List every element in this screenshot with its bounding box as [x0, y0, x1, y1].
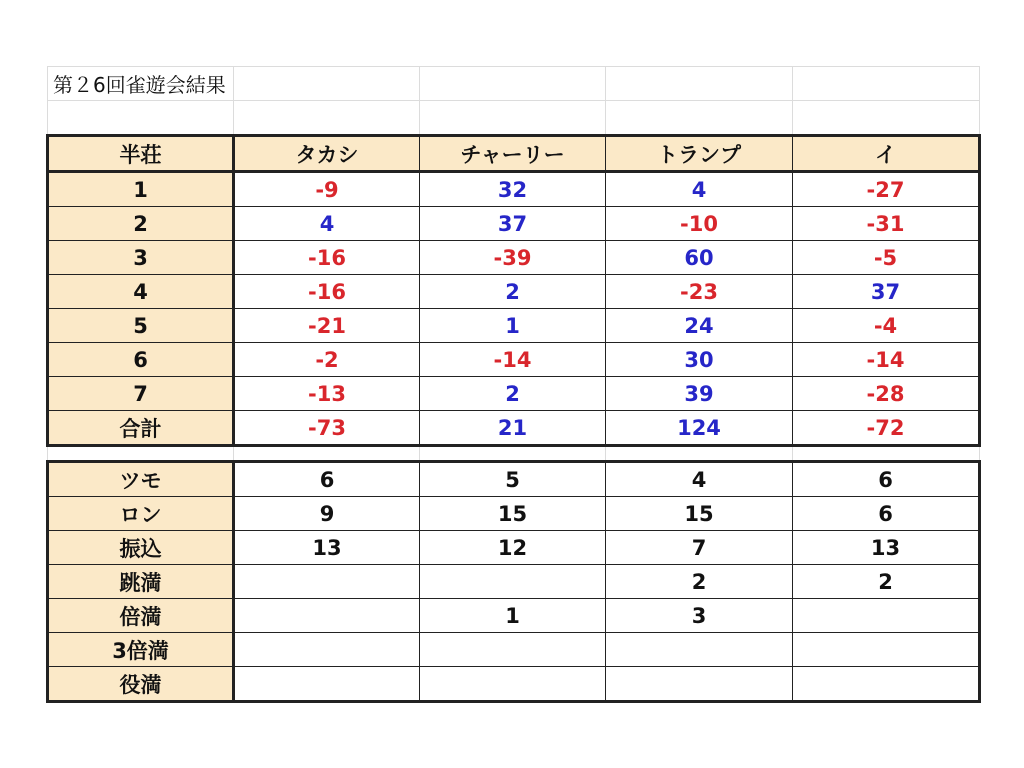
stat-value-cell[interactable]	[420, 565, 606, 599]
stat-value-cell[interactable]	[234, 599, 420, 633]
empty-cell[interactable]	[793, 101, 980, 136]
player-name-i[interactable]: イ	[793, 136, 980, 172]
header-row	[48, 136, 980, 172]
stat-value-cell[interactable]	[420, 633, 606, 667]
stat-value-cell[interactable]: 2	[793, 565, 980, 599]
total-score-cell[interactable]: -73	[234, 411, 420, 446]
empty-cell[interactable]	[606, 67, 793, 101]
blank-row	[48, 101, 980, 136]
sheet-title[interactable]: 第２6回雀遊会結果	[48, 67, 234, 101]
score-cell[interactable]: 2	[420, 377, 606, 411]
stat-row	[48, 633, 980, 667]
stat-value-cell[interactable]: 15	[606, 497, 793, 531]
score-cell[interactable]: -2	[234, 343, 420, 377]
stat-label[interactable]: 跳満	[48, 565, 234, 599]
score-cell[interactable]: 32	[420, 172, 606, 207]
stat-row	[48, 531, 980, 565]
empty-cell[interactable]	[48, 101, 234, 136]
score-cell[interactable]: 30	[606, 343, 793, 377]
score-cell[interactable]: 1	[420, 309, 606, 343]
score-cell[interactable]: -14	[793, 343, 980, 377]
stat-label[interactable]: 3倍満	[48, 633, 234, 667]
title-row	[48, 67, 980, 101]
round-label[interactable]: 1	[48, 172, 234, 207]
stat-value-cell[interactable]	[420, 667, 606, 702]
stat-value-cell[interactable]	[234, 633, 420, 667]
stat-value-cell[interactable]: 7	[606, 531, 793, 565]
total-row	[48, 411, 980, 446]
stat-label[interactable]: ロン	[48, 497, 234, 531]
score-cell[interactable]: -21	[234, 309, 420, 343]
stat-value-cell[interactable]	[606, 667, 793, 702]
stat-label[interactable]: 振込	[48, 531, 234, 565]
empty-cell[interactable]	[48, 446, 234, 462]
stat-value-cell[interactable]: 5	[420, 462, 606, 497]
score-cell[interactable]: -39	[420, 241, 606, 275]
rounds-section	[48, 172, 980, 462]
empty-cell[interactable]	[234, 101, 420, 136]
stats-section	[48, 462, 980, 702]
round-label[interactable]: 5	[48, 309, 234, 343]
player-name-trump[interactable]: トランプ	[606, 136, 793, 172]
round-row	[48, 275, 980, 309]
header-label-hanchan[interactable]: 半荘	[48, 136, 234, 172]
spacer-row	[48, 446, 980, 462]
stat-value-cell[interactable]	[793, 633, 980, 667]
stat-label[interactable]: 倍満	[48, 599, 234, 633]
score-cell[interactable]: 2	[420, 275, 606, 309]
score-cell[interactable]: 37	[793, 275, 980, 309]
stat-value-cell[interactable]: 6	[793, 497, 980, 531]
stat-value-cell[interactable]	[793, 667, 980, 702]
stat-value-cell[interactable]: 2	[606, 565, 793, 599]
score-cell[interactable]: -28	[793, 377, 980, 411]
empty-cell[interactable]	[606, 446, 793, 462]
stat-value-cell[interactable]: 9	[234, 497, 420, 531]
score-cell[interactable]: -31	[793, 207, 980, 241]
score-cell[interactable]: 24	[606, 309, 793, 343]
stat-value-cell[interactable]	[234, 667, 420, 702]
player-name-takashi[interactable]: タカシ	[234, 136, 420, 172]
player-name-charlie[interactable]: チャーリー	[420, 136, 606, 172]
stat-row	[48, 462, 980, 497]
score-cell[interactable]: -14	[420, 343, 606, 377]
score-cell[interactable]: -27	[793, 172, 980, 207]
empty-cell[interactable]	[420, 101, 606, 136]
stat-row	[48, 565, 980, 599]
stat-value-cell[interactable]: 6	[793, 462, 980, 497]
stat-label[interactable]: ツモ	[48, 462, 234, 497]
round-label[interactable]: 7	[48, 377, 234, 411]
score-cell[interactable]: -5	[793, 241, 980, 275]
score-cell[interactable]: 37	[420, 207, 606, 241]
round-row	[48, 343, 980, 377]
round-label[interactable]: 2	[48, 207, 234, 241]
total-score-cell[interactable]: 124	[606, 411, 793, 446]
stat-row	[48, 599, 980, 633]
score-cell[interactable]: -4	[793, 309, 980, 343]
empty-cell[interactable]	[420, 67, 606, 101]
stat-value-cell[interactable]: 4	[606, 462, 793, 497]
stat-value-cell[interactable]: 13	[793, 531, 980, 565]
score-cell[interactable]: 4	[234, 207, 420, 241]
score-cell[interactable]: -16	[234, 241, 420, 275]
empty-cell[interactable]	[793, 446, 980, 462]
round-row	[48, 207, 980, 241]
score-cell[interactable]: 60	[606, 241, 793, 275]
stat-value-cell[interactable]	[234, 565, 420, 599]
stat-value-cell[interactable]: 15	[420, 497, 606, 531]
round-label[interactable]: 3	[48, 241, 234, 275]
round-row	[48, 172, 980, 207]
stat-value-cell[interactable]	[606, 633, 793, 667]
score-cell[interactable]: -23	[606, 275, 793, 309]
round-row	[48, 241, 980, 275]
total-label[interactable]: 合計	[48, 411, 234, 446]
results-table	[46, 66, 981, 703]
score-cell[interactable]: -13	[234, 377, 420, 411]
score-cell[interactable]: 39	[606, 377, 793, 411]
empty-cell[interactable]	[234, 67, 420, 101]
spreadsheet	[46, 66, 978, 703]
stat-value-cell[interactable]: 13	[234, 531, 420, 565]
round-row	[48, 377, 980, 411]
stat-row	[48, 497, 980, 531]
stat-label[interactable]: 役満	[48, 667, 234, 702]
score-cell[interactable]: -10	[606, 207, 793, 241]
empty-cell[interactable]	[793, 67, 980, 101]
stat-value-cell[interactable]: 12	[420, 531, 606, 565]
empty-cell[interactable]	[234, 446, 420, 462]
stat-value-cell[interactable]: 1	[420, 599, 606, 633]
empty-cell[interactable]	[606, 101, 793, 136]
total-score-cell[interactable]: -72	[793, 411, 980, 446]
round-row	[48, 309, 980, 343]
stat-value-cell[interactable]: 3	[606, 599, 793, 633]
round-label[interactable]: 6	[48, 343, 234, 377]
empty-cell[interactable]	[420, 446, 606, 462]
stat-value-cell[interactable]	[793, 599, 980, 633]
round-label[interactable]: 4	[48, 275, 234, 309]
total-score-cell[interactable]: 21	[420, 411, 606, 446]
score-cell[interactable]: -16	[234, 275, 420, 309]
score-cell[interactable]: 4	[606, 172, 793, 207]
stat-value-cell[interactable]: 6	[234, 462, 420, 497]
stat-row	[48, 667, 980, 702]
score-cell[interactable]: -9	[234, 172, 420, 207]
